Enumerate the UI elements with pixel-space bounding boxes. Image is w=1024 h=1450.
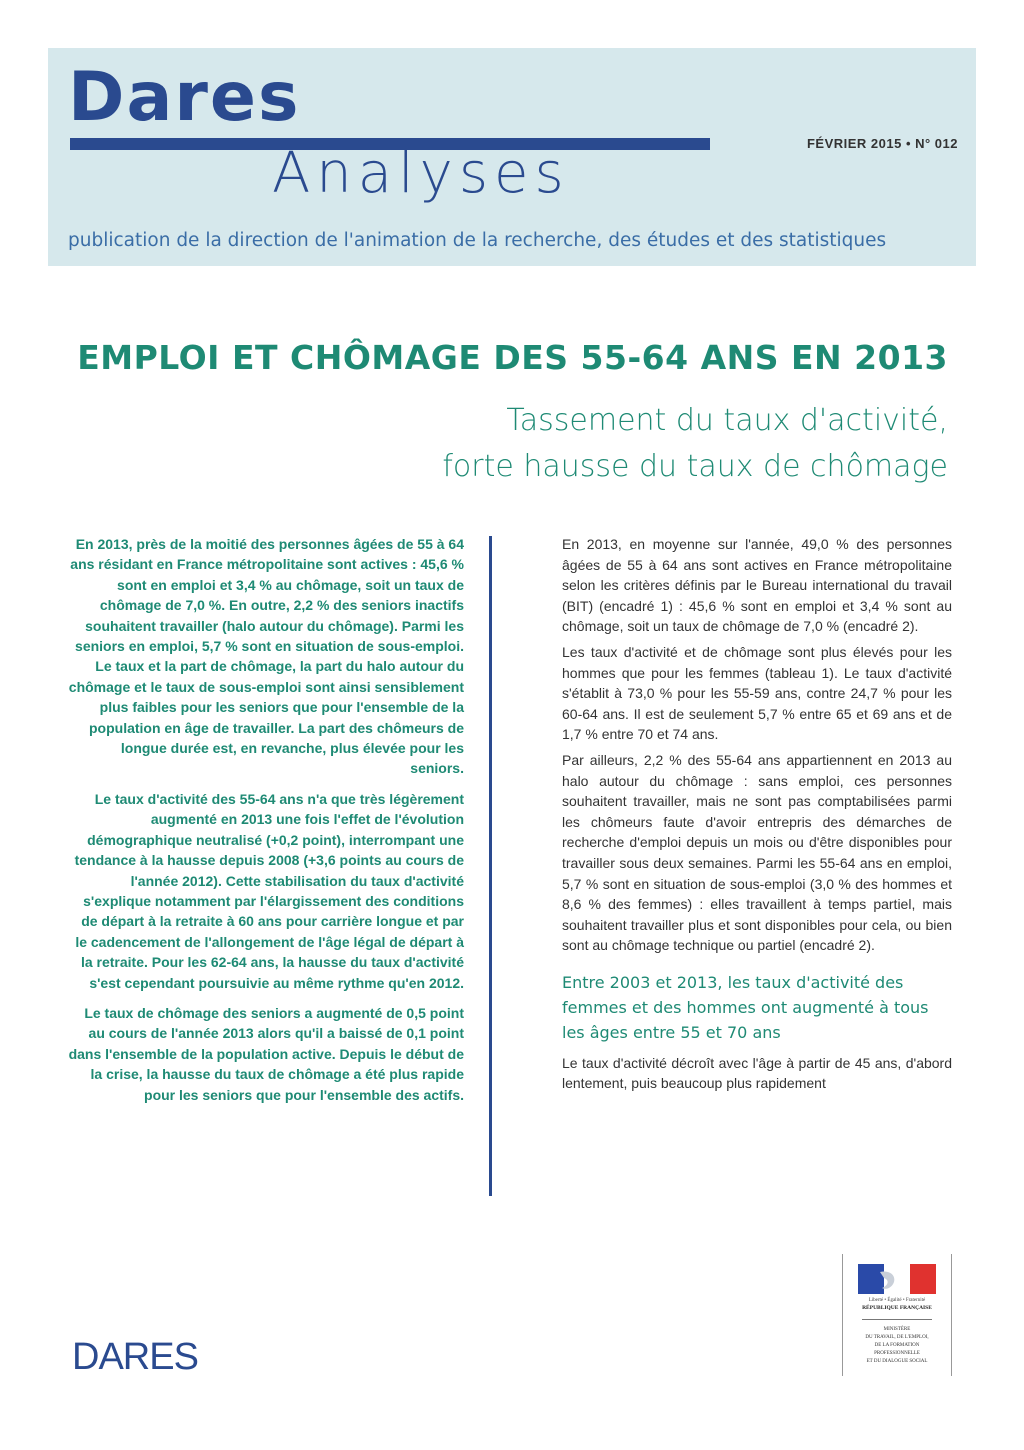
body-paragraph: Le taux d'activité décroît avec l'âge à partir de 45 ans, d'abord lentement, puis beaucoup plus rapidement [562,1054,952,1092]
summary-column [66,534,464,1115]
ministry-line: DE LA FORMATION [874,1343,920,1348]
republic-motto: Liberté • Égalité • Fraternité [868,1298,926,1303]
masthead [48,48,976,266]
article-subtitle [442,398,948,490]
summary-paragraph: Le taux d'activité des 55-64 ans n'a que très légèrement augmenté en 2013 une fois l'effet de l'évolution démographique neutralisé (+0,2 point), interrompant une tendance à la hausse depuis 2008 (+3,6 points au cours de l'année 2012). Cette stabilisation du taux d'activité s'explique notamment par l'élargissement des conditions de départ à la retraite à 60 ans pour carrière longue et par le cadencement de l'allongement de l'âge légal de départ à la retraite. Pour les 62-64 ans, la hausse du taux d'activité s'est cependant poursuivie au même rythme qu'en 2012. [74,790,464,991]
body-column [562,534,952,1099]
body-paragraph: En 2013, en moyenne sur l'année, 49,0 % des personnes âgées de 55 à 64 ans sont actives en France métropolitaine selon les critères définis par le Bureau international du travail (BIT) (encadré 1) : 45,6 % sont en emploi et 3,4 % sont au chômage, soit un taux de chômage de 7,0 % (encadré 2). [562,536,952,635]
ministry-line: DU TRAVAIL, DE L'EMPLOI, [865,1335,929,1340]
issue-number: FÉVRIER 2015 • N° 012 [806,136,958,151]
ministry-name [843,1326,951,1366]
ministry-line: PROFESSIONNELLE [874,1351,920,1356]
subtitle-line: Tassement du taux d'activité, [506,403,948,438]
body-paragraph: Par ailleurs, 2,2 % des 55-64 ans appartiennent en 2013 au halo autour du chômage : sans emploi, ces personnes souhaitent travailler, mais ne sont pas comptabilisées parmi les chômeurs faute d'avoir entrepris des démarches de recherche d'emploi depuis un mois ou d'être disponibles pour travailler sous deux semaines. Parmi les 55-64 ans en emploi, 5,7 % sont en situation de sous-emploi (3,0 % des hommes et 8,6 % des femmes) : elles travaillent à temps partiel, mais souhaitent travailler plus et sont disponibles pour cela, ou bien sont au chômage technique ou partiel (encadré 2). [562,751,952,954]
brand-analyses: Analyses [272,141,570,206]
ministry-logo [842,1254,952,1376]
summary-paragraph: Le taux de chômage des seniors a augmenté de 0,5 point au cours de l'année 2013 alors qu'il a baissé de 0,1 point dans l'ensemble de la population active. Depuis le début de la crise, la hausse du taux de chômage a été plus rapide pour les seniors que pour l'ensemble des actifs. [68,1004,464,1103]
republic-name: RÉPUBLIQUE FRANÇAISE [862,1305,932,1311]
section-heading: Entre 2003 et 2013, les taux d'activité des femmes et des hommes ont augmenté à tous les âges entre 55 et 70 ans [562,972,929,1042]
subtitle-line: forte hausse du taux de chômage [442,449,948,484]
ministry-line: ET DU DIALOGUE SOCIAL [866,1359,928,1364]
dares-logo: DARES [72,1336,198,1378]
article-title: EMPLOI ET CHÔMAGE DES 55-64 ANS EN 2013 [77,338,948,377]
summary-paragraph: En 2013, près de la moitié des personnes âgées de 55 à 64 ans résidant en France métropolitaine sont actives : 45,6 % sont en emploi et 3,4 % au chômage, soit un taux de chômage de 7,0 %. En outre, 2,2 % des seniors inactifs souhaitent travailler (halo autour du chômage). Parmi les seniors en emploi, 5,7 % sont en situation de sous-emploi. Le taux et la part de chômage, la part du halo autour du chômage et le taux de sous-emploi sont ainsi sensiblement plus faibles pour les seniors que pour l'ensemble de la population en âge de travailler. La part des chômeurs de longue durée est, en revanche, plus élevée pour les seniors. [68,536,464,777]
column-divider [489,536,492,1196]
french-flag-icon [858,1264,936,1294]
publication-tagline: publication de la direction de l'animation de la recherche, des études et des statistiques [68,230,887,251]
body-paragraph: Les taux d'activité et de chômage sont plus élevés pour les hommes que pour les femmes (tableau 1). Le taux d'activité s'établit à 73,0 % pour les 55-59 ans, contre 24,7 % pour les 60-64 ans. Il est de seulement 5,7 % entre 65 et 69 ans et de 1,7 % entre 70 et 74 ans. [562,643,952,743]
ministry-separator [862,1319,932,1320]
brand-dares: Dares [68,58,301,137]
ministry-line: MINISTÈRE [883,1327,911,1332]
